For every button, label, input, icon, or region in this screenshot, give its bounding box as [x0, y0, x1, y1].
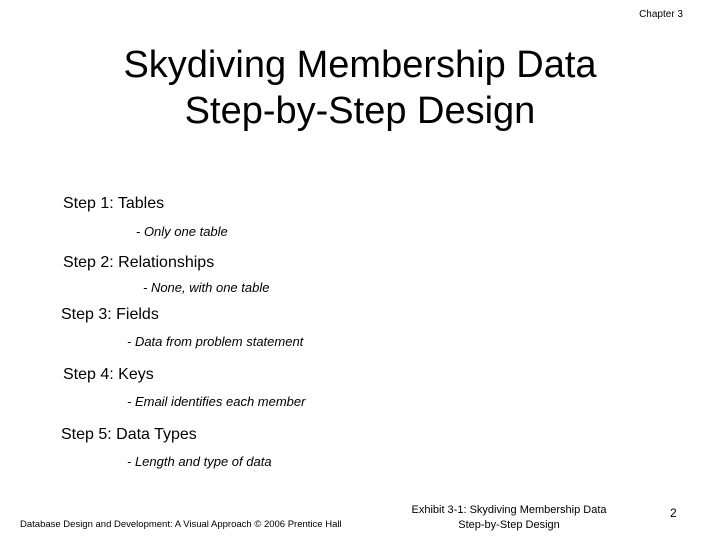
step-5-label: Step 5: Data Types — [61, 426, 197, 443]
footer-book-credit: Database Design and Development: A Visual Approach © 2006 Prentice Hall — [20, 519, 342, 530]
footer-exhibit-line-2: Step-by-Step Design — [458, 519, 560, 531]
step-3-label: Step 3: Fields — [61, 306, 159, 323]
step-2-detail: - None, with one table — [143, 280, 270, 295]
footer-exhibit-caption — [398, 503, 620, 533]
step-1-label: Step 1: Tables — [63, 195, 165, 212]
slide-title-line-1: Skydiving Membership Data — [123, 44, 597, 86]
step-2-label: Step 2: Relationships — [63, 254, 215, 271]
footer-exhibit-line-1: Exhibit 3-1: Skydiving Membership Data — [411, 504, 607, 516]
page-number: 2 — [670, 506, 677, 520]
step-4-label: Step 4: Keys — [63, 366, 154, 383]
step-4-detail: - Email identifies each member — [127, 394, 306, 409]
step-1-detail: - Only one table — [136, 224, 228, 239]
step-3-detail: - Data from problem statement — [127, 334, 304, 349]
step-5-detail: - Length and type of data — [127, 454, 272, 469]
slide-title-line-2: Step-by-Step Design — [184, 90, 536, 132]
slide-title — [0, 42, 720, 134]
chapter-label: Chapter 3 — [639, 9, 683, 20]
